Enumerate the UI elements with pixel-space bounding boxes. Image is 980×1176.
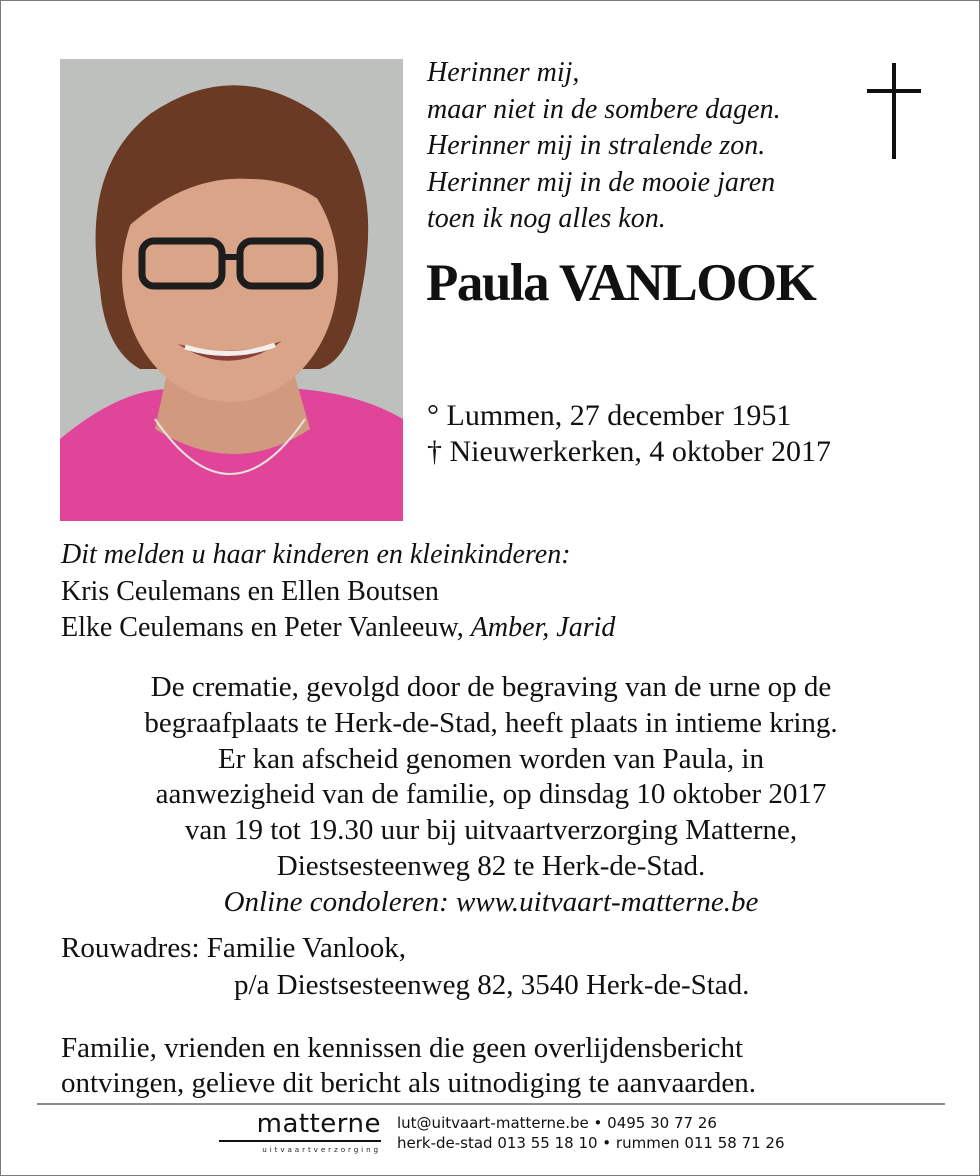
ceremony-line: Er kan afscheid genomen worden van Paula, in [218, 742, 764, 775]
ceremony-line: van 19 tot 19.30 uur bij uitvaartverzorging Matterne, [184, 814, 798, 847]
mourning-address [61, 930, 749, 1004]
logo-underline [219, 1140, 381, 1142]
footer-divider [37, 1103, 945, 1105]
poem-line: maar niet in de sombere dagen. [427, 93, 781, 125]
family-announcement [61, 537, 615, 647]
mourning-address-line: p/a Diestsesteenweg 82, 3540 Herk-de-Stad. [234, 969, 750, 1001]
portrait-photo [60, 59, 403, 521]
footer-contact [397, 1113, 785, 1153]
ceremony-details [41, 670, 941, 921]
ceremony-line: De crematie, gevolgd door de begraving van de urne op de [150, 671, 832, 703]
poem-line: toen ik nog alles kon. [427, 203, 666, 234]
deceased-name: Paula VANLOOK [426, 254, 816, 312]
family-line [61, 610, 615, 647]
contact-offices: herk-de-stad 013 55 18 10 • rummen 011 58 71 26 [397, 1134, 785, 1152]
mourning-address-line: Rouwadres: Familie Vanlook, [61, 932, 407, 964]
birth-date: ° Lummen, 27 december 1951 [427, 399, 792, 432]
closing-line: ontvingen, gelieve dit bericht als uitnodiging te aanvaarden. [61, 1067, 756, 1099]
portrait-illustration [60, 59, 403, 521]
poem-line: Herinner mij in stralende zon. [427, 130, 766, 161]
closing-note [61, 1031, 756, 1101]
ceremony-line: Diestsesteenweg 82 te Herk-de-Stad. [276, 849, 706, 882]
death-date: † Nieuwerkerken, 4 oktober 2017 [427, 435, 832, 468]
memorial-poem [427, 55, 781, 238]
family-names: Elke Ceulemans en Peter Vanleeuw, [61, 612, 464, 643]
poem-line: Herinner mij, [427, 57, 580, 88]
poem-line: Herinner mij in de mooie jaren [427, 166, 776, 198]
matterne-logo [219, 1110, 381, 1154]
logo-subtitle: uitvaartverzorging [262, 1145, 381, 1154]
closing-line: Familie, vrienden en kennissen die geen overlijdensbericht [61, 1032, 744, 1064]
family-line: Kris Ceulemans en Ellen Boutsen [61, 575, 439, 607]
ceremony-line: begraafplaats te Herk-de-Stad, heeft plaats in intieme kring. [144, 706, 838, 739]
announcement-intro: Dit melden u haar kinderen en kleinkinderen: [61, 539, 571, 570]
cross-icon [867, 63, 921, 159]
ceremony-line: aanwezigheid van de familie, op dinsdag 10 oktober 2017 [155, 778, 827, 811]
logo-wordmark: matterne [256, 1109, 381, 1139]
online-condolence-link[interactable]: Online condoleren: www.uitvaart-matterne.be [223, 885, 759, 918]
contact-email-phone[interactable]: lut@uitvaart-matterne.be • 0495 30 77 26 [397, 1114, 717, 1132]
grandchildren-names: Amber, Jarid [470, 612, 616, 643]
life-dates [427, 398, 831, 470]
